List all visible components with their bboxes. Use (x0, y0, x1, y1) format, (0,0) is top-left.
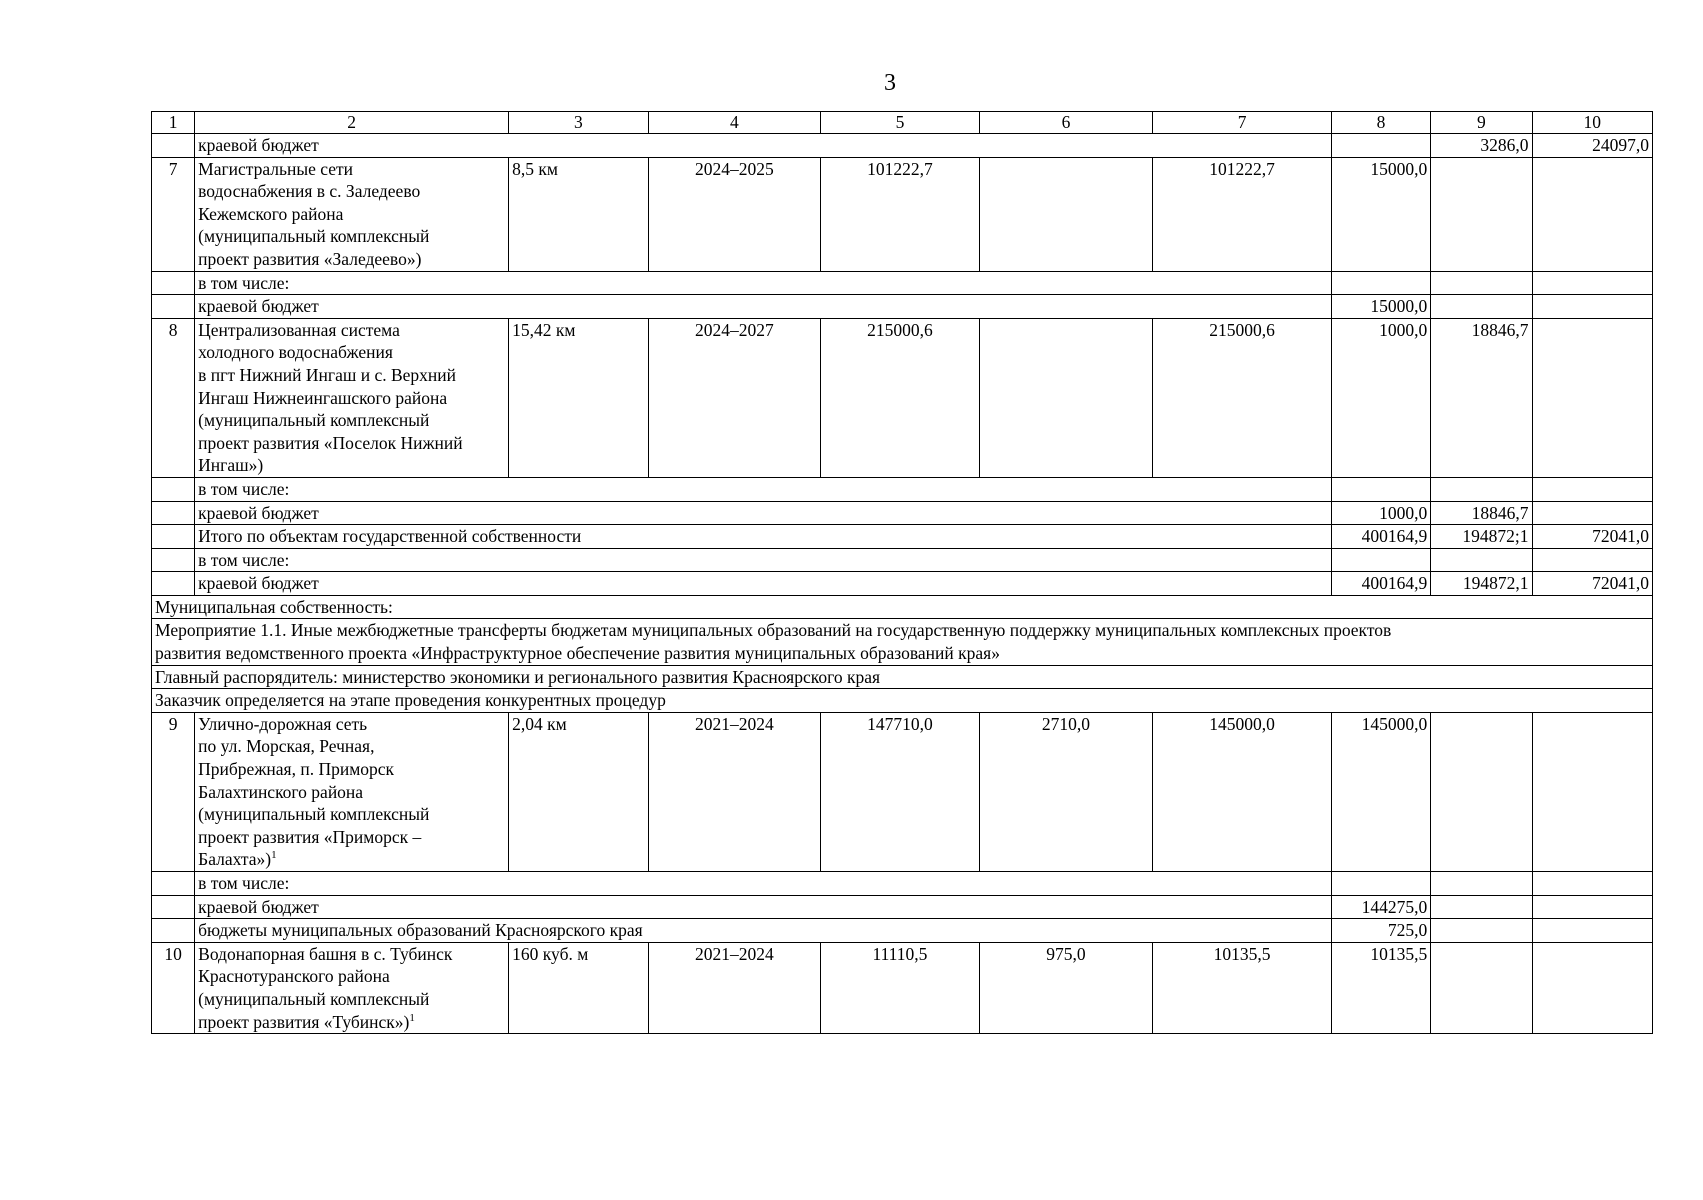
cell-value: 400164,9 (1331, 525, 1430, 549)
capacity: 8,5 км (509, 157, 648, 271)
cell-value: 400164,9 (1331, 572, 1430, 596)
cell-value: 15000,0 (1331, 157, 1430, 271)
table-row (152, 619, 1653, 665)
cell-value (1532, 942, 1652, 1033)
capacity: 15,42 км (509, 318, 648, 477)
cell-value (1532, 157, 1652, 271)
period: 2021–2024 (648, 942, 821, 1033)
row-number: 8 (152, 318, 195, 477)
table-row (152, 295, 1653, 319)
table-row (152, 525, 1653, 549)
capacity: 2,04 км (509, 712, 648, 871)
row-label: в том числе: (195, 872, 1332, 896)
cell-value: 3286,0 (1431, 134, 1532, 158)
table-row (152, 942, 1653, 1033)
cell-value (1431, 712, 1532, 871)
period: 2024–2025 (648, 157, 821, 271)
row-label: в том числе: (195, 477, 1332, 501)
table-row (152, 157, 1653, 271)
cell-value: 10135,5 (1153, 942, 1332, 1033)
cell-value (1431, 942, 1532, 1033)
header-cell: 4 (648, 112, 821, 134)
footnote-marker: 1 (271, 849, 277, 862)
cell-value: 194872;1 (1431, 525, 1532, 549)
table-row (152, 712, 1653, 871)
table-row (152, 665, 1653, 689)
header-cell: 1 (152, 112, 195, 134)
cell-value: 975,0 (979, 942, 1153, 1033)
table-row (152, 572, 1653, 596)
row-label: краевой бюджет (195, 572, 1332, 596)
cell-value: 1000,0 (1331, 318, 1430, 477)
row-number: 10 (152, 942, 195, 1033)
row-label: краевой бюджет (195, 501, 1332, 525)
row-label: в том числе: (195, 271, 1332, 295)
header-cell: 7 (1153, 112, 1332, 134)
cell-value: 24097,0 (1532, 134, 1652, 158)
cell-value: 72041,0 (1532, 572, 1652, 596)
table-row (152, 895, 1653, 919)
row-number: 9 (152, 712, 195, 871)
period: 2021–2024 (648, 712, 821, 871)
page-number: 3 (884, 70, 896, 96)
cell-value: 72041,0 (1532, 525, 1652, 549)
row-label: краевой бюджет (195, 295, 1332, 319)
table-row (152, 318, 1653, 477)
budget-table (151, 111, 1653, 1034)
capacity: 160 куб. м (509, 942, 648, 1033)
footnote-marker: 1 (409, 1011, 415, 1024)
measure-description: Мероприятие 1.1. Иные межбюджетные трансферты бюджетам муниципальных образований на государственную поддержку муниципальных комплексных проектов развития ведомственного проекта «Инфраструктурное обеспечение развития муниципальных образований края» (152, 619, 1653, 665)
cell-value: 10135,5 (1331, 942, 1430, 1033)
cell-value: 15000,0 (1331, 295, 1430, 319)
cell-value: 101222,7 (821, 157, 980, 271)
header-cell: 8 (1331, 112, 1430, 134)
period: 2024–2027 (648, 318, 821, 477)
cell-value: 101222,7 (1153, 157, 1332, 271)
cell-value: 215000,6 (1153, 318, 1332, 477)
cell-value: 2710,0 (979, 712, 1153, 871)
cell-value (1532, 712, 1652, 871)
cell-value: 215000,6 (821, 318, 980, 477)
cell-value: 18846,7 (1431, 318, 1532, 477)
row-label: бюджеты муниципальных образований Красноярского края (195, 919, 1332, 943)
customer: Заказчик определяется на этапе проведения конкурентных процедур (152, 689, 1653, 713)
header-cell: 6 (979, 112, 1153, 134)
cell-value: 147710,0 (821, 712, 980, 871)
table-row (152, 595, 1653, 619)
object-name: Централизованная система холодного водоснабжения в пгт Нижний Ингаш и с. Верхний Ингаш Нижнеингашского района (муниципальный комплексный проект развития «Поселок Нижний Ингаш») (195, 318, 509, 477)
header-cell: 5 (821, 112, 980, 134)
cell-value (1532, 318, 1652, 477)
chief-manager: Главный распорядитель: министерство экономики и регионального развития Красноярского края (152, 665, 1653, 689)
cell-value: 725,0 (1331, 919, 1430, 943)
header-cell: 2 (195, 112, 509, 134)
table-row (152, 872, 1653, 896)
row-number: 7 (152, 157, 195, 271)
cell-value: 18846,7 (1431, 501, 1532, 525)
cell-value (979, 157, 1153, 271)
object-name: Магистральные сети водоснабжения в с. Заледеево Кежемского района (муниципальный комплексный проект развития «Заледеево») (195, 157, 509, 271)
table-row (152, 501, 1653, 525)
cell-value (1431, 157, 1532, 271)
table-row (152, 689, 1653, 713)
cell-value: 145000,0 (1331, 712, 1430, 871)
cell-value: 11110,5 (821, 942, 980, 1033)
cell-value: 145000,0 (1153, 712, 1332, 871)
header-cell: 3 (509, 112, 648, 134)
header-row (152, 112, 1653, 134)
header-cell: 10 (1532, 112, 1652, 134)
row-label: в том числе: (195, 548, 1332, 572)
section-heading: Муниципальная собственность: (152, 595, 1653, 619)
table-row (152, 134, 1653, 158)
object-name: Водонапорная башня в с. Тубинск Краснотуранского района (муниципальный комплексный проект развития «Тубинск»)$^1$ (195, 942, 509, 1033)
table-row (152, 919, 1653, 943)
table-row (152, 477, 1653, 501)
row-label: краевой бюджет (195, 895, 1332, 919)
row-label: Итого по объектам государственной собственности (195, 525, 1332, 549)
cell-value (979, 318, 1153, 477)
header-cell: 9 (1431, 112, 1532, 134)
row-label: краевой бюджет (195, 134, 1332, 158)
cell-value: 1000,0 (1331, 501, 1430, 525)
object-name: Улично-дорожная сеть по ул. Морская, Речная, Прибрежная, п. Приморск Балахтинского района (муниципальный комплексный проект развития «Приморск – Балахта»)$^1$ (195, 712, 509, 871)
cell-value: 144275,0 (1331, 895, 1430, 919)
cell-value: 194872,1 (1431, 572, 1532, 596)
table-row (152, 548, 1653, 572)
table-row (152, 271, 1653, 295)
